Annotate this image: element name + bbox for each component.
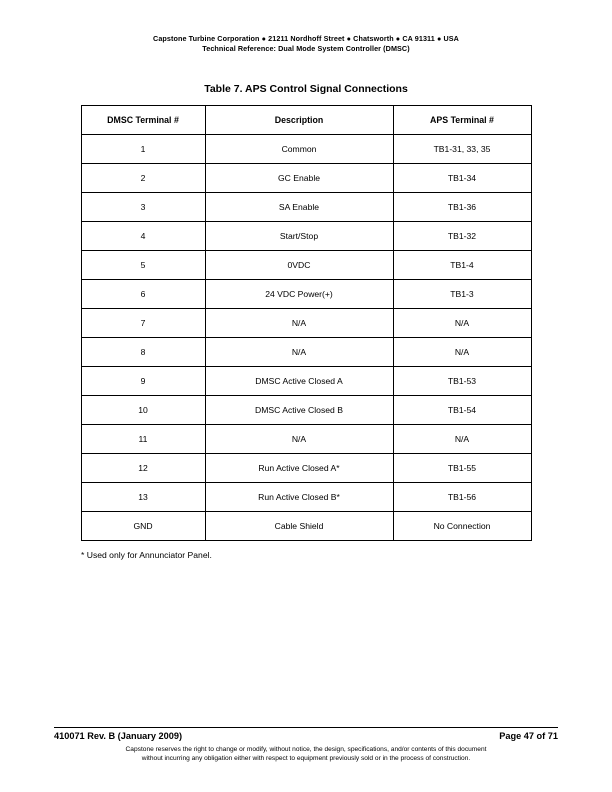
column-header-dmsc-terminal: DMSC Terminal #: [81, 106, 205, 135]
cell-aps-terminal: No Connection: [393, 512, 531, 541]
cell-description: N/A: [205, 309, 393, 338]
page-footer: [54, 727, 558, 764]
table-row: [81, 425, 531, 454]
cell-aps-terminal: N/A: [393, 309, 531, 338]
cell-description: 24 VDC Power(+): [205, 280, 393, 309]
table-row: [81, 280, 531, 309]
table-caption: Table 7. APS Control Signal Connections: [204, 83, 408, 96]
cell-aps-terminal: TB1-36: [393, 193, 531, 222]
cell-dmsc-terminal: 9: [81, 367, 205, 396]
cell-aps-terminal: TB1-53: [393, 367, 531, 396]
cell-dmsc-terminal: 3: [81, 193, 205, 222]
table-row: [81, 454, 531, 483]
cell-aps-terminal: N/A: [393, 338, 531, 367]
table-row: [81, 309, 531, 338]
cell-dmsc-terminal: 12: [81, 454, 205, 483]
aps-control-signal-connections-table: [81, 105, 532, 541]
cell-aps-terminal: TB1-31, 33, 35: [393, 135, 531, 164]
cell-dmsc-terminal: 6: [81, 280, 205, 309]
cell-dmsc-terminal: 7: [81, 309, 205, 338]
cell-dmsc-terminal: 11: [81, 425, 205, 454]
cell-dmsc-terminal: 13: [81, 483, 205, 512]
cell-description: 0VDC: [205, 251, 393, 280]
header-company-address: Capstone Turbine Corporation ● 21211 Nordhoff Street ● Chatsworth ● CA 91311 ● USA: [153, 34, 459, 43]
footer-page-number: Page 47 of 71: [499, 730, 558, 741]
table-row: [81, 483, 531, 512]
cell-dmsc-terminal: 2: [81, 164, 205, 193]
cell-aps-terminal: N/A: [393, 425, 531, 454]
cell-dmsc-terminal: 8: [81, 338, 205, 367]
header-technical-reference: Technical Reference: Dual Mode System Controller (DMSC): [202, 43, 410, 53]
table-header-row: [81, 106, 531, 135]
table-row: [81, 396, 531, 425]
cell-description: GC Enable: [205, 164, 393, 193]
cell-aps-terminal: TB1-55: [393, 454, 531, 483]
table-row: [81, 512, 531, 541]
cell-aps-terminal: TB1-34: [393, 164, 531, 193]
table-row: [81, 251, 531, 280]
cell-description: N/A: [205, 425, 393, 454]
cell-description: Start/Stop: [205, 222, 393, 251]
table-row: [81, 164, 531, 193]
table-row: [81, 338, 531, 367]
cell-description: Cable Shield: [205, 512, 393, 541]
cell-aps-terminal: TB1-32: [393, 222, 531, 251]
cell-dmsc-terminal: 5: [81, 251, 205, 280]
footer-divider: [54, 727, 558, 728]
table-footnote: * Used only for Annunciator Panel.: [81, 550, 212, 561]
cell-description: DMSC Active Closed B: [205, 396, 393, 425]
cell-dmsc-terminal: 10: [81, 396, 205, 425]
footer-document-id: 410071 Rev. B (January 2009): [54, 730, 183, 741]
footer-disclaimer: [54, 745, 558, 764]
cell-aps-terminal: TB1-56: [393, 483, 531, 512]
cell-aps-terminal: TB1-4: [393, 251, 531, 280]
cell-description: DMSC Active Closed A: [205, 367, 393, 396]
footer-disclaimer-line1: Capstone reserves the right to change or modify, without notice, the design, specifications, and/or contents of this document: [125, 745, 487, 753]
page-header: [54, 34, 558, 53]
cell-description: Run Active Closed A*: [205, 454, 393, 483]
cell-description: Run Active Closed B*: [205, 483, 393, 512]
column-header-aps-terminal: APS Terminal #: [393, 106, 531, 135]
cell-description: N/A: [205, 338, 393, 367]
cell-description: SA Enable: [205, 193, 393, 222]
table-row: [81, 367, 531, 396]
table-row: [81, 222, 531, 251]
cell-aps-terminal: TB1-54: [393, 396, 531, 425]
column-header-description: Description: [205, 106, 393, 135]
footer-row: [54, 731, 558, 741]
table-row: [81, 193, 531, 222]
footer-disclaimer-line2: without incurring any obligation either with respect to equipment previously sold or in the process of construction.: [141, 755, 471, 763]
cell-dmsc-terminal: GND: [81, 512, 205, 541]
cell-dmsc-terminal: 4: [81, 222, 205, 251]
cell-description: Common: [205, 135, 393, 164]
cell-aps-terminal: TB1-3: [393, 280, 531, 309]
table-row: [81, 135, 531, 164]
cell-dmsc-terminal: 1: [81, 135, 205, 164]
